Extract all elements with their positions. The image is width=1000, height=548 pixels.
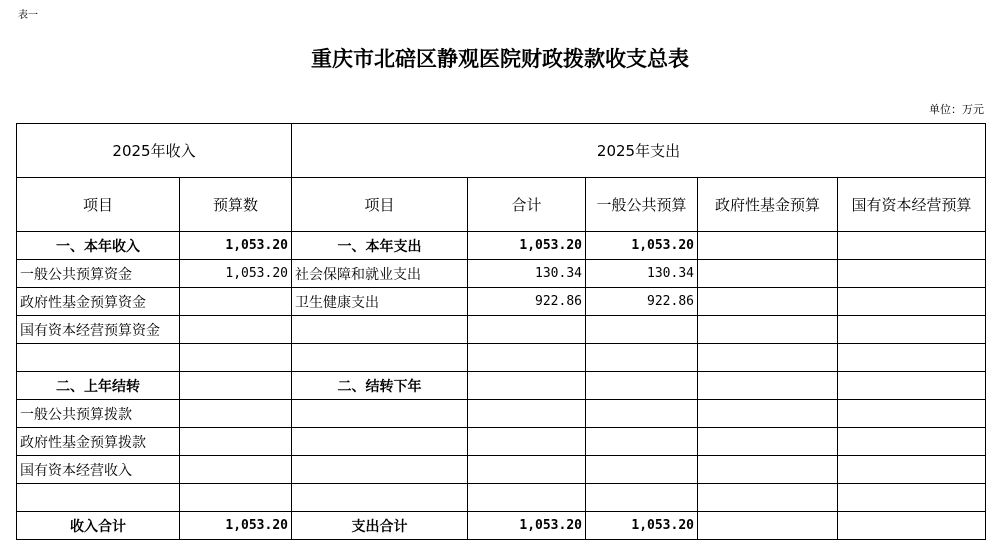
general-budget-cell: 1,053.20 [586,232,698,260]
income-amount-cell: 1,053.20 [180,512,292,540]
stateowned-budget-cell [838,372,986,400]
unit-label: 单位：万元 [929,103,984,116]
expense-item-cell [292,344,468,372]
expense-item-cell: 一、本年支出 [292,232,468,260]
expense-group-header: 2025年支出 [292,124,986,178]
expense-total-cell [468,316,586,344]
general-budget-cell [586,344,698,372]
income-amount-cell: 1,053.20 [180,232,292,260]
table-row [17,400,986,428]
govfund-budget-cell [698,456,838,484]
table-tag: 表一 [18,10,38,21]
income-item-cell: 收入合计 [17,512,180,540]
stateowned-budget-cell [838,400,986,428]
income-item-cell: 政府性基金预算资金 [17,288,180,316]
stateowned-budget-cell [838,288,986,316]
income-amount-cell [180,316,292,344]
expense-total-cell: 922.86 [468,288,586,316]
general-budget-cell: 130.34 [586,260,698,288]
general-budget-cell [586,372,698,400]
expense-total-cell [468,372,586,400]
col-header-stateowned: 国有资本经营预算 [838,178,986,232]
table-row [17,428,986,456]
govfund-budget-cell [698,232,838,260]
expense-item-cell [292,484,468,512]
govfund-budget-cell [698,288,838,316]
expense-total-cell [468,428,586,456]
govfund-budget-cell [698,512,838,540]
general-budget-cell [586,316,698,344]
expense-item-cell: 社会保障和就业支出 [292,260,468,288]
stateowned-budget-cell [838,316,986,344]
table-row [17,260,986,288]
col-header-total: 合计 [468,178,586,232]
govfund-budget-cell [698,316,838,344]
govfund-budget-cell [698,260,838,288]
stateowned-budget-cell [838,456,986,484]
govfund-budget-cell [698,372,838,400]
income-item-cell: 国有资本经营预算资金 [17,316,180,344]
income-amount-cell [180,372,292,400]
stateowned-budget-cell [838,232,986,260]
income-item-cell: 二、上年结转 [17,372,180,400]
income-amount-cell [180,288,292,316]
table-row [17,484,986,512]
table-row [17,512,986,540]
expense-total-cell: 1,053.20 [468,512,586,540]
table-row [17,232,986,260]
col-header-income-item: 项目 [17,178,180,232]
income-item-cell: 国有资本经营收入 [17,456,180,484]
expense-item-cell [292,316,468,344]
stateowned-budget-cell [838,512,986,540]
fiscal-summary-table [16,123,986,540]
expense-item-cell [292,428,468,456]
col-header-expense-item: 项目 [292,178,468,232]
general-budget-cell [586,484,698,512]
table-row [17,316,986,344]
stateowned-budget-cell [838,428,986,456]
expense-total-cell [468,484,586,512]
income-amount-cell [180,344,292,372]
expense-total-cell [468,344,586,372]
table-row [17,344,986,372]
expense-item-cell [292,400,468,428]
income-item-cell [17,344,180,372]
general-budget-cell: 1,053.20 [586,512,698,540]
income-item-cell [17,484,180,512]
expense-item-cell [292,456,468,484]
col-header-govfund: 政府性基金预算 [698,178,838,232]
govfund-budget-cell [698,400,838,428]
expense-item-cell: 二、结转下年 [292,372,468,400]
general-budget-cell: 922.86 [586,288,698,316]
income-item-cell: 一般公共预算拨款 [17,400,180,428]
group-header-row [17,124,986,178]
income-group-header: 2025年收入 [17,124,292,178]
expense-item-cell: 卫生健康支出 [292,288,468,316]
expense-item-cell: 支出合计 [292,512,468,540]
general-budget-cell [586,456,698,484]
expense-total-cell [468,456,586,484]
expense-total-cell: 1,053.20 [468,232,586,260]
income-amount-cell: 1,053.20 [180,260,292,288]
stateowned-budget-cell [838,484,986,512]
income-amount-cell [180,400,292,428]
income-item-cell: 一般公共预算资金 [17,260,180,288]
table-row [17,456,986,484]
income-amount-cell [180,428,292,456]
govfund-budget-cell [698,428,838,456]
expense-total-cell: 130.34 [468,260,586,288]
income-item-cell: 政府性基金预算拨款 [17,428,180,456]
col-header-budget: 预算数 [180,178,292,232]
general-budget-cell [586,400,698,428]
table-row [17,288,986,316]
col-header-general: 一般公共预算 [586,178,698,232]
income-amount-cell [180,456,292,484]
govfund-budget-cell [698,344,838,372]
table-row [17,372,986,400]
govfund-budget-cell [698,484,838,512]
column-header-row [17,178,986,232]
general-budget-cell [586,428,698,456]
stateowned-budget-cell [838,344,986,372]
income-amount-cell [180,484,292,512]
expense-total-cell [468,400,586,428]
page-title: 重庆市北碚区静观医院财政拨款收支总表 [311,46,689,71]
income-item-cell: 一、本年收入 [17,232,180,260]
stateowned-budget-cell [838,260,986,288]
